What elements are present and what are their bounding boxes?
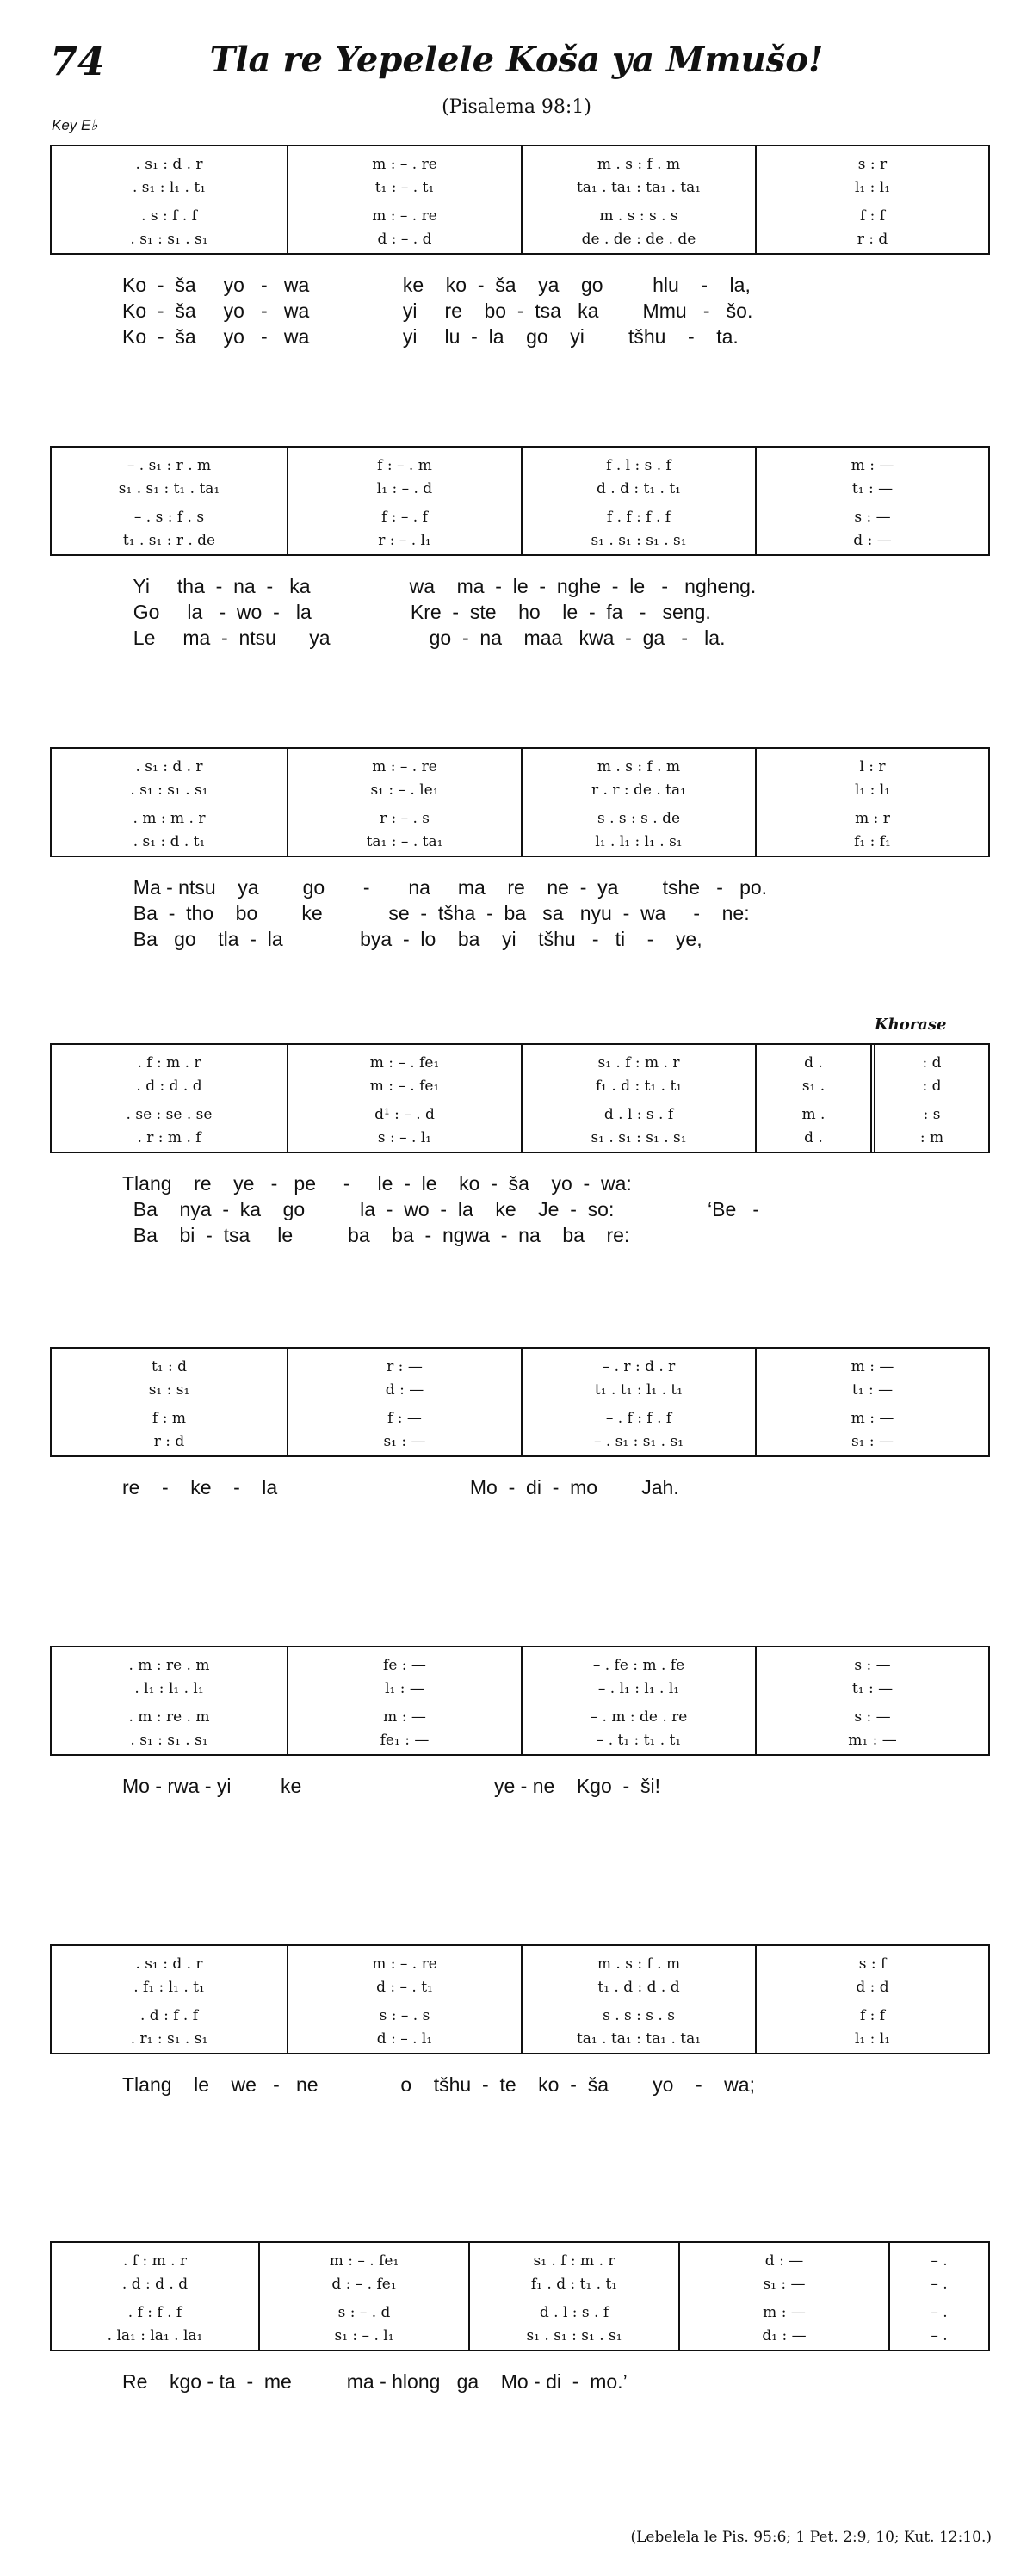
- voice-part: s : —: [854, 1657, 891, 1674]
- voice-part: . r : m . f: [137, 1129, 201, 1146]
- voice-part: . d : d . d: [136, 1078, 202, 1095]
- voice-part: fe : —: [383, 1657, 426, 1674]
- voice-part: . se : se . se: [126, 1106, 213, 1123]
- music-system: [50, 1646, 990, 1799]
- voice-part: t₁ . t₁ : l₁ . t₁: [594, 1381, 684, 1399]
- music-system: [50, 747, 990, 952]
- voice-part: s : – . d: [337, 2304, 391, 2321]
- voice-part: t₁ : —: [851, 1680, 894, 1697]
- lyric-line: Ma - ntsu ya go - na ma re ne - ya tshe - po.: [122, 876, 768, 899]
- voice-part: f₁ : f₁: [854, 833, 891, 850]
- voice-part: . s₁ : d . r: [135, 1955, 203, 1973]
- measure: [288, 1946, 523, 2053]
- voice-part: t₁ : d: [151, 1358, 188, 1375]
- voice-part: – . l₁ : l₁ . l₁: [597, 1680, 680, 1697]
- voice-part: f : —: [387, 1410, 422, 1427]
- voice-part: . m : re . m: [128, 1708, 210, 1726]
- voice-part: d : —: [853, 532, 892, 549]
- voice-part: l₁ : —: [385, 1680, 424, 1697]
- voice-part: d . l : s . f: [539, 2304, 609, 2321]
- measure: [52, 1045, 288, 1152]
- lyric-line: Tlang le we - ne o tšhu - te ko - ša yo - wa;: [122, 2073, 755, 2096]
- lyrics-block: [50, 2072, 990, 2097]
- measure: [470, 2243, 680, 2350]
- voice-part: d : – . l₁: [376, 2030, 433, 2048]
- voice-part: f . l : s . f: [606, 457, 671, 474]
- voice-part: s . s : s . de: [597, 810, 681, 827]
- voice-part: s₁ . s₁ : s₁ . s₁: [591, 1129, 687, 1146]
- lyric-line: re - ke - la Mo - di - mo Jah.: [122, 1476, 679, 1498]
- tonic-solfa-staff: [50, 1347, 990, 1457]
- voice-part: m : —: [851, 1358, 894, 1375]
- measure: [523, 749, 757, 856]
- voice-part: s₁ . s₁ : s₁ . s₁: [526, 2327, 622, 2344]
- lyric-line: Ba go tla - la bya - lo ba yi tšhu - ti - ye,: [122, 928, 702, 950]
- voice-part: . f : m . r: [122, 2252, 188, 2270]
- voice-part: r : – . s: [379, 810, 430, 827]
- measure: [757, 146, 988, 253]
- voice-part: m : r: [855, 810, 890, 827]
- measure: [288, 1647, 523, 1754]
- voice-part: ta₁ . ta₁ : ta₁ . ta₁: [576, 2030, 702, 2048]
- chorus-label: Khorase: [875, 1016, 947, 1034]
- voice-part: f₁ . d : t₁ . t₁: [530, 2276, 618, 2293]
- voice-part: r . r : de . ta₁: [591, 781, 686, 799]
- measure: [288, 448, 523, 554]
- voice-part: d : – . d: [377, 231, 432, 248]
- lyrics-block: [50, 1474, 990, 1500]
- measure: [757, 1946, 988, 2053]
- voice-part: t₁ . d : d . d: [597, 1979, 680, 1996]
- voice-part: s : r: [857, 156, 888, 173]
- lyric-line: Ko - ša yo - wa yi lu - la go yi tšhu - ta.: [122, 325, 739, 348]
- voice-part: . m : m . r: [133, 810, 206, 827]
- lyric-line: Go la - wo - la Kre - ste ho le - fa - seng.: [122, 601, 711, 623]
- measure: [757, 448, 988, 554]
- lyric-line: Tlang re ye - pe - le - le ko - ša yo - wa:: [122, 1172, 632, 1195]
- lyric-line: Le ma - ntsu ya go - na maa kwa - ga - la.: [122, 627, 726, 649]
- voice-part: l₁ : l₁: [854, 781, 891, 799]
- voice-part: s₁ : —: [383, 1433, 426, 1450]
- music-system: [50, 145, 990, 349]
- voice-part: m : —: [383, 1708, 426, 1726]
- voice-part: s . s : s . s: [603, 2007, 675, 2024]
- voice-part: m₁ : —: [848, 1732, 897, 1749]
- voice-part: d : —: [764, 2252, 804, 2270]
- measure: [52, 1349, 288, 1455]
- tonic-solfa-staff: [50, 1646, 990, 1756]
- voice-part: m : —: [851, 1410, 894, 1427]
- lyrics-block: [50, 272, 990, 349]
- voice-part: . f : f . f: [127, 2304, 182, 2321]
- voice-part: . d : d . d: [121, 2276, 189, 2293]
- voice-part: l₁ : l₁: [854, 179, 891, 196]
- voice-part: s : – . l₁: [377, 1129, 432, 1146]
- voice-part: m : – . fe₁: [369, 1054, 440, 1072]
- voice-part: – . s₁ : s₁ . s₁: [593, 1433, 684, 1450]
- voice-part: d . d : t₁ . t₁: [596, 480, 681, 497]
- voice-part: d : – . t₁: [376, 1979, 433, 1996]
- measure: [288, 146, 523, 253]
- measure: [523, 146, 757, 253]
- measure: [288, 1349, 523, 1455]
- measure: [757, 1349, 988, 1455]
- page-title: Tla re Yepelele Koša ya Mmušo!: [209, 40, 824, 80]
- voice-part: d .: [804, 1054, 823, 1072]
- measure: [260, 2243, 470, 2350]
- voice-part: . s : f . f: [141, 207, 197, 225]
- lyrics-block: [50, 573, 990, 651]
- voice-part: r : —: [387, 1358, 423, 1375]
- lyric-line: Ko - ša yo - wa ke ko - ša ya go hlu - la,: [122, 274, 751, 296]
- measure: [523, 1647, 757, 1754]
- music-system: [50, 1043, 990, 1248]
- voice-part: : d: [922, 1054, 942, 1072]
- voice-part: r : d: [857, 231, 888, 248]
- measure: [523, 448, 757, 554]
- voice-part: m . s : f . m: [597, 758, 681, 775]
- voice-part: . f : m . r: [137, 1054, 201, 1072]
- voice-part: d . l : s . f: [603, 1106, 674, 1123]
- voice-part: s : —: [854, 1708, 891, 1726]
- voice-part: t₁ . s₁ : r . de: [122, 532, 216, 549]
- voice-part: – .: [931, 2252, 948, 2270]
- lyrics-block: [50, 874, 990, 952]
- voice-part: t₁ : – . t₁: [374, 179, 435, 196]
- voice-part: . m : re . m: [128, 1657, 210, 1674]
- voice-part: . s₁ : d . r: [135, 156, 203, 173]
- tonic-solfa-staff: [50, 2241, 990, 2351]
- lyric-line: Ba - tho bo ke se - tšha - ba sa nyu - wa - ne:: [122, 902, 750, 924]
- tonic-solfa-staff: [50, 747, 990, 857]
- tonic-solfa-staff: [50, 145, 990, 255]
- voice-part: ta₁ . ta₁ : ta₁ . ta₁: [576, 179, 702, 196]
- voice-part: l : r: [859, 758, 886, 775]
- voice-part: s : —: [854, 509, 891, 526]
- voice-part: – . t₁ : t₁ . t₁: [596, 1732, 682, 1749]
- voice-part: f : – . m: [377, 457, 432, 474]
- lyric-line: Mo - rwa - yi ke ye - ne Kgo - ši!: [122, 1775, 660, 1797]
- voice-part: f : – . f: [381, 509, 428, 526]
- measure: [52, 448, 288, 554]
- measure: [757, 1647, 988, 1754]
- voice-part: t₁ : —: [851, 480, 894, 497]
- lyrics-block: [50, 2369, 990, 2394]
- voice-part: m : – . re: [372, 207, 437, 225]
- voice-part: : s: [923, 1106, 941, 1123]
- voice-part: s₁ . f : m . r: [597, 1054, 680, 1072]
- voice-part: . la₁ : la₁ . la₁: [107, 2327, 203, 2344]
- voice-part: l₁ : – . d: [376, 480, 433, 497]
- voice-part: de . de : de . de: [581, 231, 696, 248]
- measure: [757, 1045, 875, 1152]
- voice-part: l₁ . l₁ : l₁ . s₁: [595, 833, 683, 850]
- voice-part: . r₁ : s₁ . s₁: [130, 2030, 208, 2048]
- voice-part: – . s : f . s: [133, 509, 205, 526]
- voice-part: m : – . re: [372, 1955, 437, 1973]
- voice-part: s₁ . s₁ : t₁ . ta₁: [118, 480, 220, 497]
- voice-part: s₁ . f : m . r: [533, 2252, 615, 2270]
- lyric-line: Re kgo - ta - me ma - hlong ga Mo - di - mo.’: [122, 2370, 628, 2393]
- voice-part: – . m : de . re: [590, 1708, 688, 1726]
- voice-part: . s₁ : s₁ . s₁: [130, 1732, 208, 1749]
- voice-part: . s₁ : s₁ . s₁: [130, 231, 208, 248]
- measure: [52, 1946, 288, 2053]
- voice-part: d .: [804, 1129, 823, 1146]
- voice-part: m .: [801, 1106, 826, 1123]
- voice-part: m : —: [851, 457, 894, 474]
- lyric-line: Yi tha - na - ka wa ma - le - nghe - le - ngheng.: [122, 575, 757, 597]
- voice-part: s : f: [858, 1955, 887, 1973]
- voice-part: s₁ : —: [763, 2276, 806, 2293]
- voice-part: s₁ : – . le₁: [370, 781, 439, 799]
- lyric-line: Ba nya - ka go la - wo - la ke Je - so: ‘Be -: [122, 1198, 760, 1220]
- voice-part: d : —: [385, 1381, 424, 1399]
- voice-part: s₁ .: [801, 1078, 826, 1095]
- voice-part: r : – . l₁: [378, 532, 431, 549]
- voice-part: ta₁ : – . ta₁: [366, 833, 443, 850]
- voice-part: . s₁ : d . r: [135, 758, 203, 775]
- voice-part: f : m: [152, 1410, 186, 1427]
- voice-part: m : – . re: [372, 758, 437, 775]
- lyrics-block: [50, 1773, 990, 1799]
- measure: [52, 146, 288, 253]
- voice-part: m . s : f . m: [597, 1955, 681, 1973]
- voice-part: – . fe : m . fe: [592, 1657, 685, 1674]
- voice-part: – .: [931, 2276, 948, 2293]
- voice-part: : d: [922, 1078, 942, 1095]
- voice-part: f₁ . d : t₁ . t₁: [595, 1078, 683, 1095]
- voice-part: t₁ : —: [851, 1381, 894, 1399]
- measure: [288, 1045, 523, 1152]
- voice-part: – . r : d . r: [602, 1358, 676, 1375]
- voice-part: m . s : s . s: [599, 207, 678, 225]
- voice-part: s₁ : – . l₁: [334, 2327, 394, 2344]
- voice-part: . s₁ : s₁ . s₁: [130, 781, 208, 799]
- voice-part: d : d: [856, 1979, 889, 1996]
- voice-part: – . s₁ : r . m: [127, 457, 212, 474]
- voice-part: d : – . fe₁: [331, 2276, 397, 2293]
- measure: [523, 1349, 757, 1455]
- lyric-line: Ko - ša yo - wa yi re bo - tsa ka Mmu - šo.: [122, 300, 753, 322]
- measure: [523, 1946, 757, 2053]
- voice-part: s₁ : —: [851, 1433, 894, 1450]
- voice-part: : m: [919, 1129, 944, 1146]
- voice-part: . s₁ : l₁ . t₁: [133, 179, 206, 196]
- hymn-number: 74: [50, 38, 106, 84]
- voice-part: . d : f . f: [139, 2007, 199, 2024]
- voice-part: d¹ : – . d: [374, 1106, 435, 1123]
- measure: [757, 749, 988, 856]
- voice-part: fe₁ : —: [380, 1732, 430, 1749]
- music-system: [50, 1944, 990, 2097]
- music-system: [50, 446, 990, 651]
- voice-part: s₁ : s₁: [148, 1381, 190, 1399]
- music-system: [50, 2241, 990, 2394]
- voice-part: m : – . re: [372, 156, 437, 173]
- measure: [523, 1045, 757, 1152]
- voice-part: f . f : f . f: [606, 509, 671, 526]
- music-system: [50, 1347, 990, 1500]
- lyric-line: Ba bi - tsa le ba ba - ngwa - na ba re:: [122, 1224, 630, 1246]
- measure: [875, 1045, 988, 1152]
- voice-part: – .: [931, 2304, 948, 2321]
- voice-part: – . f : f . f: [605, 1410, 672, 1427]
- voice-part: m : – . fe₁: [369, 1078, 440, 1095]
- measure: [890, 2243, 988, 2350]
- tonic-solfa-staff: [50, 446, 990, 556]
- measure: [52, 2243, 260, 2350]
- voice-part: . f₁ : l₁ . t₁: [133, 1979, 205, 1996]
- voice-part: – .: [931, 2327, 948, 2344]
- voice-part: l₁ : l₁: [854, 2030, 891, 2048]
- voice-part: r : d: [153, 1433, 185, 1450]
- voice-part: . l₁ : l₁ . l₁: [134, 1680, 204, 1697]
- key-signature: Key E♭: [52, 117, 98, 133]
- voice-part: m : – . fe₁: [329, 2252, 399, 2270]
- voice-part: . s₁ : d . t₁: [133, 833, 206, 850]
- voice-part: f : f: [859, 2007, 886, 2024]
- measure: [288, 749, 523, 856]
- scripture-subtitle: (Pisalema 98:1): [442, 96, 591, 118]
- voice-part: m : —: [763, 2304, 806, 2321]
- voice-part: s : – . s: [379, 2007, 430, 2024]
- measure: [52, 749, 288, 856]
- tonic-solfa-staff: [50, 1944, 990, 2054]
- tonic-solfa-staff: [50, 1043, 990, 1153]
- voice-part: s₁ . s₁ : s₁ . s₁: [591, 532, 687, 549]
- lyrics-block: [50, 1171, 990, 1248]
- scripture-reference: (Lebelela le Pis. 95:6; 1 Pet. 2:9, 10; Kut. 12:10.): [630, 2529, 992, 2546]
- measure: [680, 2243, 890, 2350]
- voice-part: d₁ : —: [762, 2327, 807, 2344]
- voice-part: m . s : f . m: [597, 156, 681, 173]
- voice-part: f : f: [859, 207, 886, 225]
- measure: [52, 1647, 288, 1754]
